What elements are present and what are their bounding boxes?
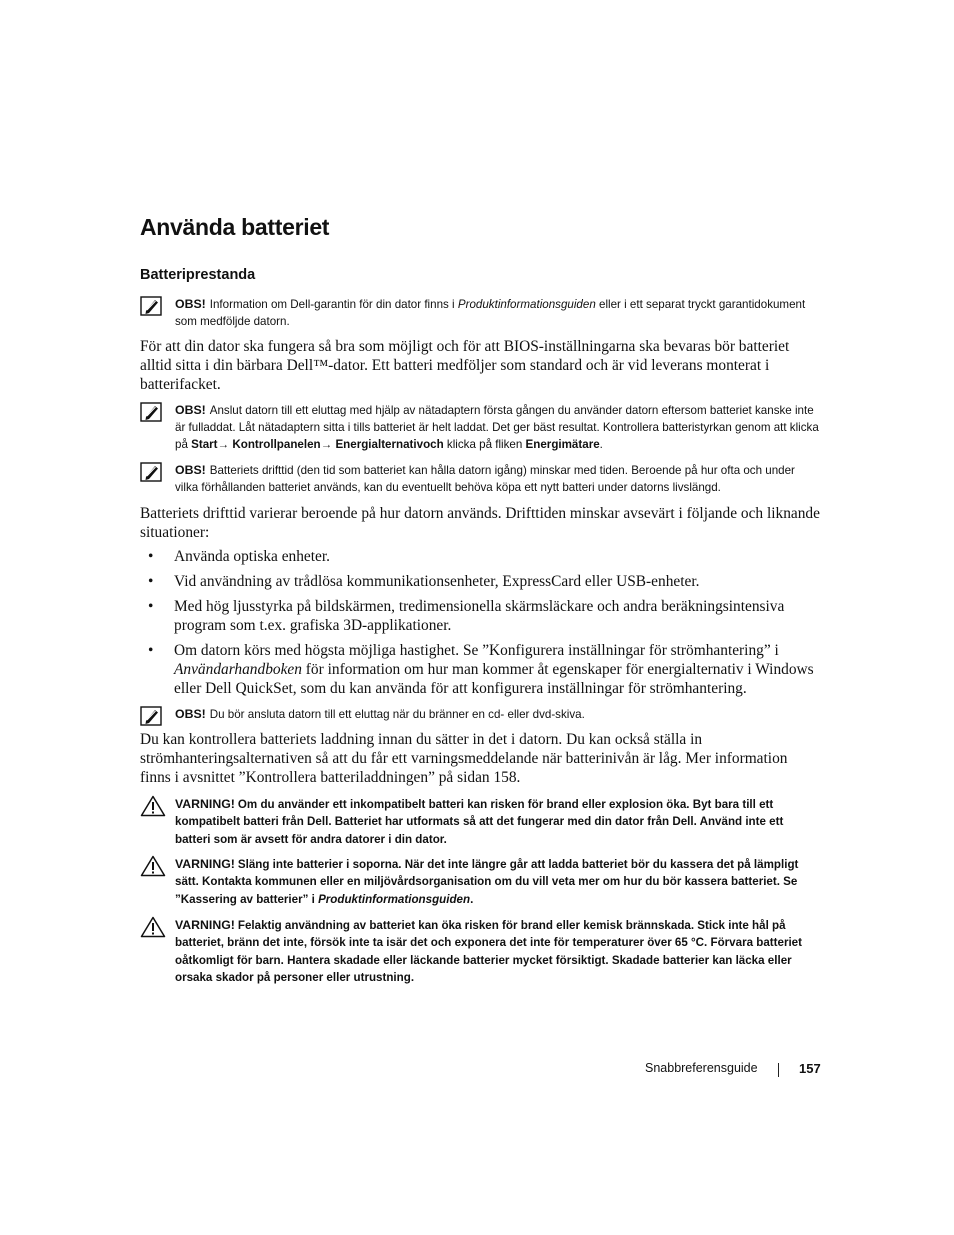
warning-italic: Produktinformationsguiden — [318, 892, 471, 906]
menu-power-options: Energialternativoch — [335, 438, 444, 452]
warning-incompatible — [140, 796, 820, 848]
section-heading: Batteriprestanda — [140, 267, 256, 283]
arrow: → — [217, 438, 233, 452]
bullet-list — [140, 547, 820, 698]
list-item — [140, 572, 820, 591]
list-item-text: Om datorn körs med högsta möjliga hastighet. Se ”Konfigurera inställningar för strömhantering” i — [174, 642, 779, 659]
warning-disposal — [140, 856, 820, 908]
warning-text: Släng inte batterier i soporna. När det inte längre går att ladda batteriet bör du kassera det på lämpligt sätt. Kontakta kommunen eller en miljövårdsorganisation om du vill veta mer om hur du bör kassera batteriet. Se ”Kassering av batterier” i — [175, 858, 799, 906]
arrow: → — [320, 438, 336, 452]
note-text: Batteriets drifttid (den tid som batteriet kan hålla datorn igång) minskar med tiden. Beroende på hur ofta och under vilka förhållanden batteriet används, kan du eventuellt behöva köpa ett nytt batteri under datorns livslängd. — [175, 464, 795, 495]
note-pencil-icon — [140, 462, 162, 482]
note-text: Anslut datorn till ett eluttag med hjälp av nätadaptern första gången du använder datorn eftersom batteriet kanske inte är fulladdat. Låt nätadaptern sitta i tills batteriet är helt laddat. Det ger bäst resultat. Kontrollera batteristyrkan genom att klicka på — [175, 404, 819, 452]
bullet-icon: • — [148, 548, 154, 565]
note-text: Information om Dell-garantin för din dator finns i — [209, 298, 458, 311]
paragraph: Batteriets drifttid varierar beroende på hur datorn används. Drifttiden minskar avsevärt i följande och liknande situationer: — [140, 505, 820, 541]
list-item-text: för information om hur man kommer åt egenskaper för energialternativ i Windows eller Dell QuickSet, som du kan använda för att konfigurera inställningar för strömhantering. — [174, 661, 814, 697]
note-pencil-icon — [140, 402, 162, 422]
warning-label: VARNING! — [175, 857, 235, 871]
note-label: OBS! — [175, 403, 206, 417]
list-item — [140, 641, 820, 698]
note-pencil-icon — [140, 706, 162, 726]
note-text: . — [599, 438, 603, 452]
bullet-icon: • — [148, 573, 154, 590]
note-warranty — [140, 296, 820, 330]
page-number: 157 — [799, 1061, 821, 1076]
list-item — [140, 547, 820, 566]
note-adapter — [140, 402, 820, 454]
note-battery-life — [140, 462, 820, 496]
page-title: Använda batteriet — [140, 214, 330, 240]
warning-text: . — [470, 892, 474, 906]
note-label: OBS! — [175, 297, 206, 311]
list-item — [140, 597, 820, 635]
warning-text: Om du använder ett inkompatibelt batteri kan risken för brand eller explosion öka. Byt bara till ett kompatibelt batteri från Dell. Batteriet har utformats så att det fungerar med din dator från Dell. Använd inte ett batteri som är avsett för andra datorer i din dator. — [175, 798, 784, 846]
note-burning — [140, 706, 820, 723]
warning-misuse — [140, 917, 820, 986]
bullet-icon: • — [148, 598, 154, 615]
warning-triangle-icon — [140, 855, 166, 877]
note-text: Du bör ansluta datorn till ett eluttag när du bränner en cd- eller dvd-skiva. — [209, 708, 585, 721]
list-item-text: Använda optiska enheter. — [174, 548, 330, 565]
list-item-text: Med hög ljusstyrka på bildskärmen, tredimensionella skärmsläckare och andra beräkningsintensiva program som t.ex. grafiska 3D-applikationer. — [174, 598, 785, 634]
warning-triangle-icon — [140, 795, 166, 817]
list-item-italic: Användarhandboken — [174, 661, 302, 678]
menu-start: Start — [191, 438, 218, 452]
note-label: OBS! — [175, 707, 206, 721]
footer-guide-name: Snabbreferensguide — [645, 1061, 758, 1075]
warning-text: Felaktig användning av batteriet kan öka risken för brand eller kemisk brännskada. Stick inte hål på batteriet, bränn det inte, försök inte ta isär det och exponera det inte för temperaturer över 65 °C. Förvara batteriet oåtkomligt för barn. Hantera skadade eller läckande batterier mycket försiktigt. Skadade batterier kan läcka eller orsaka skador på personer eller utrustning. — [175, 919, 802, 984]
footer-divider — [778, 1063, 779, 1077]
paragraph: Du kan kontrollera batteriets laddning innan du sätter in det i datorn. Du kan också ställa in strömhanteringsalternativen så att du får ett varningsmeddelande när batterinivån är låg. Mer information finns i avsnittet ”Kontrollera batteriladdningen” på sidan 158. — [140, 731, 788, 786]
warning-triangle-icon — [140, 916, 166, 938]
note-pencil-icon — [140, 296, 162, 316]
paragraph: För att din dator ska fungera så bra som möjligt och för att BIOS-inställningarna ska bevaras bör batteriet alltid sitta i din bärbara Dell™-dator. Ett batteri medföljer som standard och är vid leverans monterat i batterifacket. — [140, 338, 790, 393]
tab-power-meter: Energimätare — [525, 438, 600, 452]
note-text: eller i ett separat tryckt garantidokument som medföljde datorn. — [175, 298, 806, 329]
warning-label: VARNING! — [175, 918, 235, 932]
menu-control-panel: Kontrollpanelen — [232, 438, 321, 452]
note-label: OBS! — [175, 463, 206, 477]
note-italic: Produktinformationsguiden — [457, 298, 596, 311]
bullet-icon: • — [148, 642, 154, 659]
warning-label: VARNING! — [175, 797, 235, 811]
list-item-text: Vid användning av trådlösa kommunikationsenheter, ExpressCard eller USB-enheter. — [174, 573, 700, 590]
note-text: klicka på fliken — [443, 438, 526, 452]
